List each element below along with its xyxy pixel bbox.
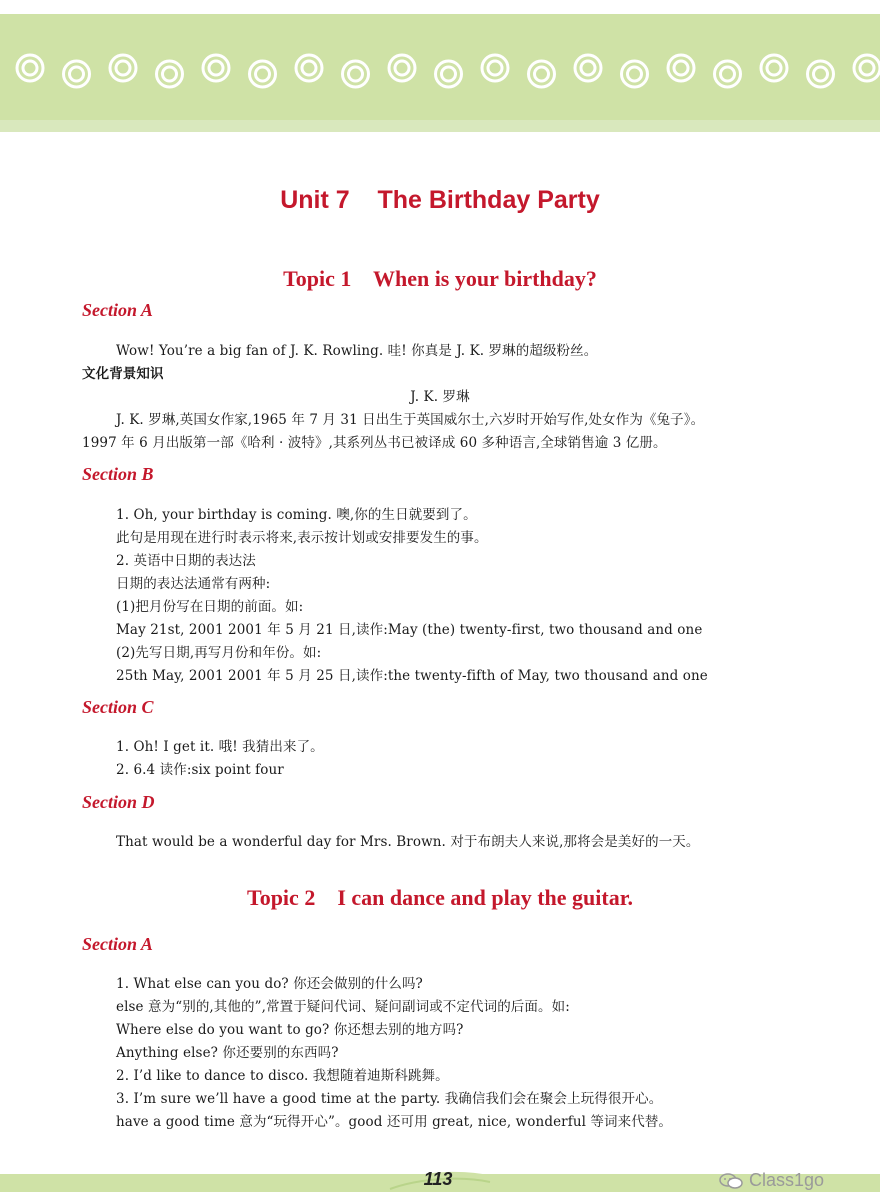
text-line: 2. 6.4 读作:six point four	[116, 762, 284, 778]
ring-icon	[436, 61, 462, 87]
text-line: 日期的表达法通常有两种:	[116, 576, 271, 592]
text-line: else 意为“别的,其他的”,常置于疑问代词、疑问副词或不定代词的后面。如:	[116, 999, 570, 1015]
ring-icon	[343, 61, 369, 87]
ring-icon	[17, 55, 43, 81]
text-line: 1. Oh! I get it. 哦! 我猜出来了。	[116, 739, 324, 755]
text-line: 2. 英语中日期的表达法	[116, 553, 256, 569]
topic-1-section-a-heading: Section A	[82, 300, 153, 320]
ring-icon	[296, 55, 322, 81]
topic-2-title: Topic 2 I can dance and play the guitar.	[247, 885, 633, 910]
ring-icon	[668, 55, 694, 81]
text-line: May 21st, 2001 2001 年 5 月 21 日,读作:May (the) twenty-first, two thousand and one	[116, 622, 703, 638]
text-line: 1. Oh, your birthday is coming. 噢,你的生日就要到了。	[116, 507, 477, 523]
text-line: (1)把月份写在日期的前面。如:	[116, 599, 304, 615]
header-band	[0, 14, 880, 132]
ring-icon	[575, 55, 601, 81]
ring-icon	[808, 61, 834, 87]
ring-icon	[715, 61, 741, 87]
ring-icon	[389, 55, 415, 81]
text-line: have a good time 意为“玩得开心”。good 还可用 great, nice, wonderful 等词来代替。	[116, 1114, 673, 1130]
unit-title: Unit 7 The Birthday Party	[280, 186, 600, 214]
page-number-text: 113	[423, 1169, 453, 1189]
ring-icon	[250, 61, 276, 87]
ring-icon	[761, 55, 787, 81]
text-line: (2)先写日期,再写月份和年份。如:	[116, 645, 322, 661]
text-line: 2. I’d like to dance to disco. 我想随着迪斯科跳舞。	[116, 1068, 449, 1084]
topic-1-section-d-heading: Section D	[82, 792, 155, 812]
ring-decoration	[0, 14, 880, 132]
text-line: Wow! You’re a big fan of J. K. Rowling. 哇! 你真是 J. K. 罗琳的超级粉丝。	[116, 343, 598, 359]
text-line: J. K. 罗琳	[410, 389, 470, 405]
ring-icon	[529, 61, 555, 87]
ring-icon	[110, 55, 136, 81]
text-line: 1997 年 6 月出版第一部《哈利 · 波特》,其系列丛书已被译成 60 多种语言,全球销售逾 3 亿册。	[82, 435, 667, 451]
text-line: 此句是用现在进行时表示将来,表示按计划或安排要发生的事。	[116, 530, 488, 546]
text-line: Where else do you want to go? 你还想去别的地方吗?	[116, 1022, 464, 1038]
page-number	[380, 1166, 496, 1192]
topic-1-title: Topic 1 When is your birthday?	[283, 266, 597, 291]
header-shade	[0, 120, 880, 132]
ring-icon	[854, 55, 880, 81]
topic-2-section-a-heading: Section A	[82, 934, 153, 954]
text-line: That would be a wonderful day for Mrs. Brown. 对于布朗夫人来说,那将会是美好的一天。	[116, 834, 700, 850]
ring-icon	[622, 61, 648, 87]
ring-icon	[482, 55, 508, 81]
text-line: J. K. 罗琳,英国女作家,1965 年 7 月 31 日出生于英国威尔士,六岁时开始写作,处女作为《兔子》。	[116, 412, 705, 428]
text-line: 25th May, 2001 2001 年 5 月 25 日,读作:the twenty-fifth of May, two thousand and one	[116, 668, 708, 684]
watermark-text: Class1go	[749, 1170, 825, 1190]
ring-icon	[203, 55, 229, 81]
topic-1-section-c-heading: Section C	[82, 697, 154, 717]
text-line: 1. What else can you do? 你还会做别的什么吗?	[116, 976, 423, 992]
text-line: 文化背景知识	[82, 366, 164, 382]
wechat-icon	[718, 1172, 744, 1190]
topic-1-section-b-heading: Section B	[82, 464, 154, 484]
ring-icon	[64, 61, 90, 87]
text-line: 3. I’m sure we’ll have a good time at the party. 我确信我们会在聚会上玩得很开心。	[116, 1091, 663, 1107]
text-line: Anything else? 你还要别的东西吗?	[116, 1045, 339, 1061]
ring-icon	[157, 61, 183, 87]
watermark	[718, 1170, 824, 1192]
